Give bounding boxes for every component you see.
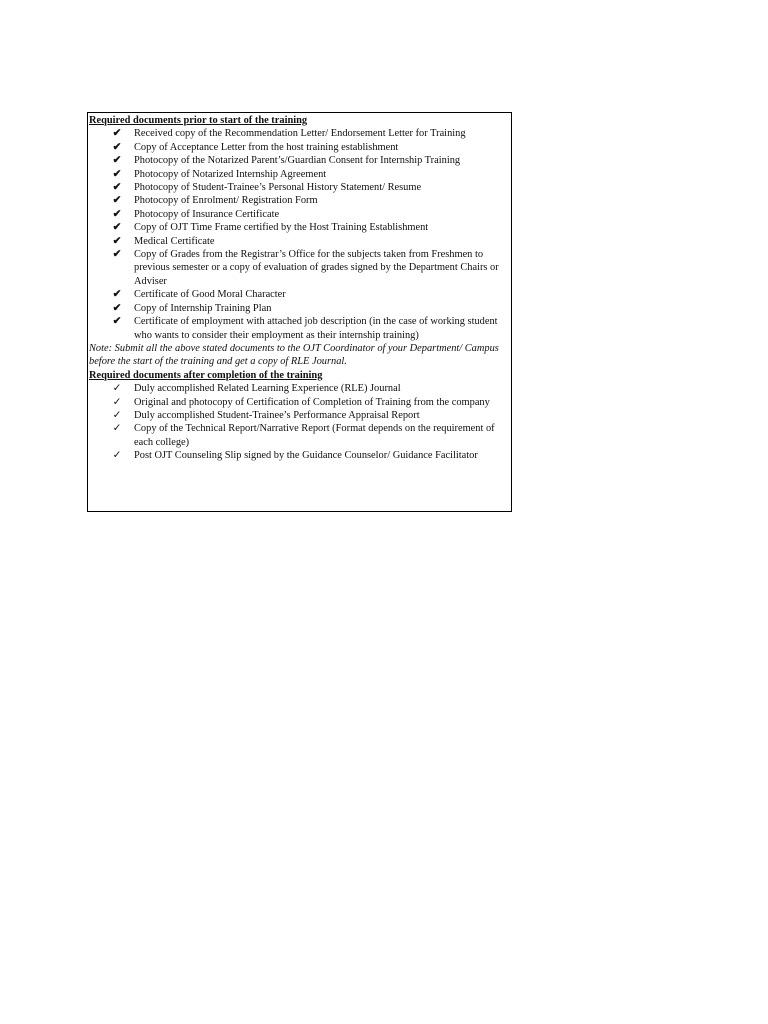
before-training-heading: Required documents prior to start of the training <box>89 115 308 126</box>
list-item <box>89 315 511 342</box>
list-item <box>89 154 511 167</box>
list-item <box>89 396 511 409</box>
list-item-text: Duly accomplished Student-Trainee’s Performance Appraisal Report <box>134 409 420 421</box>
list-item <box>89 449 511 462</box>
list-item-text: Copy of OJT Time Frame certified by the Host Training Establishment <box>134 222 429 234</box>
list-item <box>89 127 511 140</box>
checkmark-icon: ✔ <box>112 168 122 180</box>
checkmark-icon: ✓ <box>112 409 122 421</box>
list-item-text: Copy of Acceptance Letter from the host training establishment <box>134 141 399 153</box>
list-item-text: Original and photocopy of Certification of Completion of Training from the company <box>134 396 490 408</box>
after-training-heading: Required documents after completion of the training <box>89 369 323 381</box>
list-item-text: Photocopy of Enrolment/ Registration Form <box>134 195 318 207</box>
list-item-text: Photocopy of Insurance Certificate <box>134 208 280 220</box>
checkmark-icon: ✔ <box>112 208 122 220</box>
checkmark-icon: ✔ <box>112 182 122 194</box>
requirements-box <box>87 112 512 512</box>
checkmark-icon: ✓ <box>112 396 122 408</box>
checkmark-icon: ✓ <box>112 383 122 395</box>
checkmark-icon: ✔ <box>112 222 122 234</box>
checkmark-icon: ✓ <box>112 450 122 462</box>
list-item <box>89 409 511 422</box>
list-item <box>89 194 511 207</box>
list-item-text: Post OJT Counseling Slip signed by the Guidance Counselor/ Guidance Facilitator <box>134 450 478 462</box>
checkmark-icon: ✔ <box>112 302 122 314</box>
after-training-list <box>89 382 511 462</box>
before-training-list <box>89 127 511 342</box>
checkmark-icon: ✓ <box>112 423 122 435</box>
list-item-text: Received copy of the Recommendation Letter/ Endorsement Letter for Training <box>134 128 466 140</box>
list-item <box>89 302 511 315</box>
checkmark-icon: ✔ <box>112 195 122 207</box>
list-item <box>89 382 511 395</box>
checkmark-icon: ✔ <box>112 316 122 328</box>
list-item <box>89 288 511 301</box>
checkmark-icon: ✔ <box>112 235 122 247</box>
list-item <box>89 248 511 288</box>
list-item-text: Photocopy of Student-Trainee’s Personal History Statement/ Resume <box>134 182 422 194</box>
list-item-text: Medical Certificate <box>134 235 215 247</box>
list-item-text: Copy of Grades from the Registrar’s Office for the subjects taken from Freshmen to previous semester or a copy of evaluation of grades signed by the Department Chairs or Adviser <box>134 249 499 287</box>
list-item-text: Copy of Internship Training Plan <box>134 302 272 314</box>
list-item <box>89 141 511 154</box>
list-item-text: Certificate of Good Moral Character <box>134 289 286 301</box>
checkmark-icon: ✔ <box>112 249 122 261</box>
checkmark-icon: ✔ <box>112 155 122 167</box>
list-item <box>89 208 511 221</box>
checkmark-icon: ✔ <box>112 141 122 153</box>
list-item-text: Certificate of employment with attached job description (in the case of working student who wants to consider their employment as their internship training) <box>134 316 498 341</box>
checkmark-icon: ✔ <box>112 289 122 301</box>
list-item <box>89 422 511 449</box>
list-item-text: Photocopy of Notarized Internship Agreement <box>134 168 327 180</box>
list-item <box>89 235 511 248</box>
list-item <box>89 221 511 234</box>
list-item <box>89 168 511 181</box>
list-item-text: Copy of the Technical Report/Narrative Report (Format depends on the requirement of each college) <box>134 423 495 448</box>
submission-note: Note: Submit all the above stated documents to the OJT Coordinator of your Department/ Campus before the start of the training and get a copy of RLE Journal. <box>89 342 499 368</box>
list-item <box>89 181 511 194</box>
checkmark-icon: ✔ <box>112 128 122 140</box>
list-item-text: Photocopy of the Notarized Parent’s/Guardian Consent for Internship Training <box>134 155 461 167</box>
list-item-text: Duly accomplished Related Learning Experience (RLE) Journal <box>134 383 401 395</box>
